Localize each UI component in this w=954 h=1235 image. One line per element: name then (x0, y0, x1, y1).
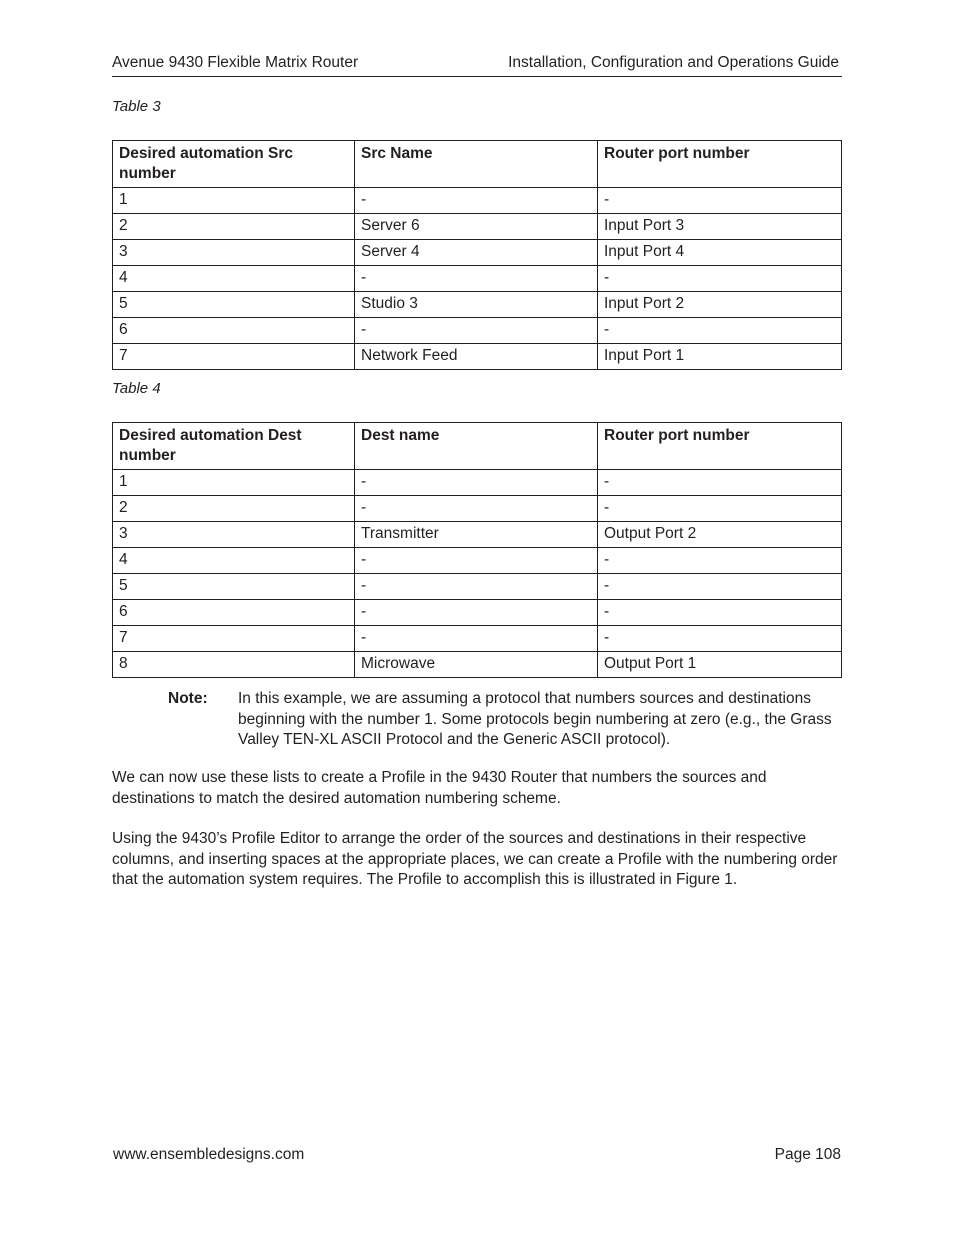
table-cell: Input Port 4 (598, 240, 842, 266)
table-cell: - (598, 266, 842, 292)
table-cell: 7 (113, 344, 355, 370)
note-label: Note: (168, 690, 208, 707)
table-cell: 1 (113, 188, 355, 214)
table-row (113, 470, 842, 496)
table-row (113, 522, 842, 548)
table-cell: - (598, 548, 842, 574)
table-cell: Output Port 1 (598, 652, 842, 678)
table-cell: Server 6 (355, 214, 598, 240)
table-cell: - (355, 600, 598, 626)
table-row (113, 574, 842, 600)
table-cell: 4 (113, 266, 355, 292)
table-cell: Server 4 (355, 240, 598, 266)
table-header-row (113, 423, 842, 470)
table3 (112, 140, 842, 370)
table-row (113, 600, 842, 626)
table-cell: - (598, 470, 842, 496)
table4 (112, 422, 842, 678)
table-cell: 3 (113, 240, 355, 266)
table-cell: 7 (113, 626, 355, 652)
table-cell: 2 (113, 214, 355, 240)
column-header: Router port number (598, 423, 842, 470)
table-cell: Studio 3 (355, 292, 598, 318)
table-row (113, 548, 842, 574)
table-cell: 2 (113, 496, 355, 522)
page-header (112, 54, 842, 77)
table-cell: Input Port 2 (598, 292, 842, 318)
table-cell: 6 (113, 318, 355, 344)
table-cell: - (355, 574, 598, 600)
table-cell: Input Port 3 (598, 214, 842, 240)
table-cell: - (355, 266, 598, 292)
table-cell: - (355, 626, 598, 652)
table-cell: - (598, 600, 842, 626)
table-cell: 1 (113, 470, 355, 496)
table-cell: 5 (113, 292, 355, 318)
note-text: In this example, we are assuming a protocol that numbers sources and destinations beginning with the number 1. Some protocols begin numbering at zero (e.g., the Grass Valley TEN-XL ASCII Protocol and the Generic ASCII protocol). (238, 690, 832, 748)
table-cell: - (355, 470, 598, 496)
table-cell: - (598, 318, 842, 344)
table-cell: - (598, 188, 842, 214)
table-cell: Microwave (355, 652, 598, 678)
table-cell: 3 (113, 522, 355, 548)
body-paragraph: We can now use these lists to create a Profile in the 9430 Router that numbers the sources and destinations to match the desired automation numbering scheme. (112, 769, 767, 807)
table-row (113, 496, 842, 522)
table-cell: 4 (113, 548, 355, 574)
table-cell: 5 (113, 574, 355, 600)
column-header: Desired automation Src number (113, 141, 355, 188)
table-row (113, 652, 842, 678)
table-cell: - (355, 318, 598, 344)
table-row (113, 214, 842, 240)
table-cell: 8 (113, 652, 355, 678)
table-cell: - (355, 496, 598, 522)
column-header: Desired automation Dest number (113, 423, 355, 470)
column-header: Dest name (355, 423, 598, 470)
column-header: Router port number (598, 141, 842, 188)
table-row (113, 626, 842, 652)
table-row (113, 240, 842, 266)
table-row (113, 344, 842, 370)
table-cell: Output Port 2 (598, 522, 842, 548)
table-row (113, 292, 842, 318)
table-cell: - (598, 574, 842, 600)
header-guide-title: Installation, Configuration and Operations Guide (508, 54, 839, 71)
table-cell: - (355, 548, 598, 574)
footer-page-number: Page 108 (774, 1146, 841, 1163)
table-cell: Transmitter (355, 522, 598, 548)
table-header-row (113, 141, 842, 188)
table-cell: Network Feed (355, 344, 598, 370)
table4-caption: Table 4 (112, 380, 161, 397)
table-cell: Input Port 1 (598, 344, 842, 370)
table-cell: - (598, 496, 842, 522)
table-row (113, 266, 842, 292)
footer-website: www.ensembledesigns.com (113, 1146, 305, 1163)
table-cell: - (598, 626, 842, 652)
table-row (113, 188, 842, 214)
header-title: Avenue 9430 Flexible Matrix Router (112, 54, 359, 71)
table-cell: - (355, 188, 598, 214)
table3-caption: Table 3 (112, 98, 161, 115)
body-paragraph: Using the 9430’s Profile Editor to arrange the order of the sources and destinations in their respective columns, and inserting spaces at the appropriate places, we can create a Profile with the numbering order that the automation system requires. The Profile to accomplish this is illustrated in Figure 1. (112, 830, 838, 888)
table-cell: 6 (113, 600, 355, 626)
column-header: Src Name (355, 141, 598, 188)
table-row (113, 318, 842, 344)
